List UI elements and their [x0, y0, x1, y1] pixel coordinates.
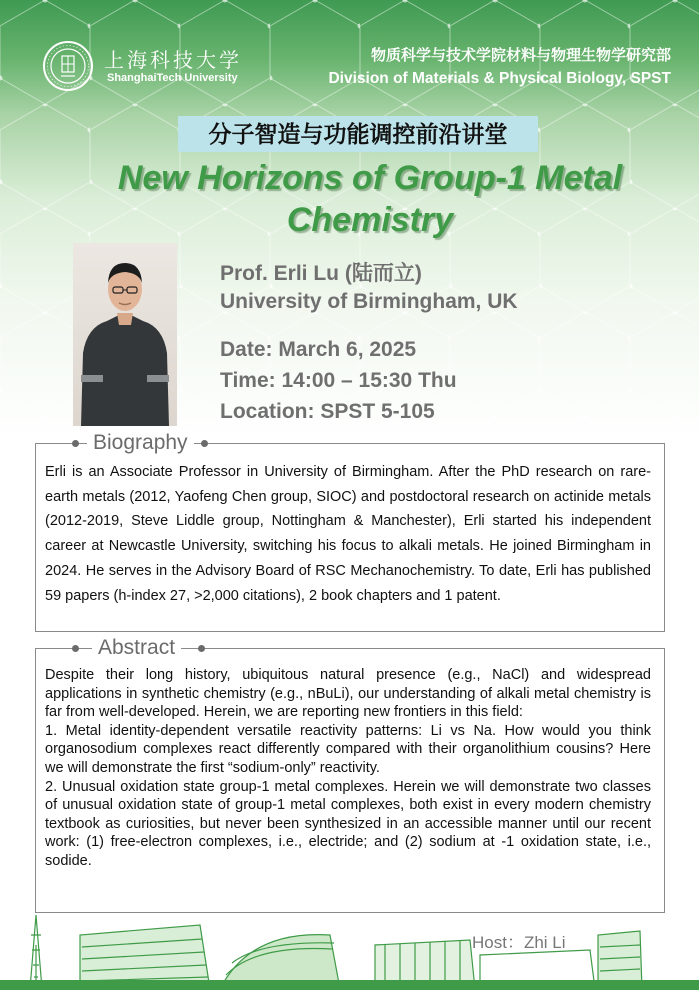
speaker-photo [73, 243, 177, 426]
abstract-heading-dot-right [198, 645, 205, 652]
abstract-paragraph: 2. Unusual oxidation state group-1 metal complexes. Herein we will demonstrate two classes of unusual oxidation state of group-1 metal complexes, both exist in every modern chemistry textbook as curiosities, but never been synthesized in an accessible manner until our recent work: (1) free-electron complexes, i.e., electride; and (2) sodium at -1 oxidation state, i.e., sodide. [45, 778, 651, 869]
speaker-portrait-illustration [73, 243, 177, 426]
division-name-en: Division of Materials & Physical Biology, SPST [328, 70, 671, 87]
university-seal-logo [42, 40, 94, 92]
abstract-paragraph: Despite their long history, ubiquitous natural presence (e.g., NaCl) and widespread applications in synthetic chemistry (e.g., nBuLi), our understanding of alkali metal chemistry is far from well-developed. Herein, we are reporting new frontiers in this field: [45, 667, 651, 721]
biography-heading-dot-right [201, 440, 208, 447]
lecture-series-title: 分子智造与功能调控前沿讲堂 [178, 116, 538, 152]
abstract-heading: Abstract [92, 635, 181, 661]
abstract-heading-dot-left [72, 645, 79, 652]
campus-skyline-illustration [0, 905, 699, 990]
abstract-text [45, 666, 651, 871]
university-name-en: ShanghaiTech University [107, 72, 238, 84]
event-location: Location: SPST 5-105 [220, 400, 435, 423]
abstract-paragraph: 1. Metal identity-dependent versatile reactivity patterns: Li vs Na. How would you think organosodium complexes react differently compared with their organolithium cousins? Here we will demonstrate the first “sodium-only” reactivity. [45, 722, 651, 776]
biography-heading: Biography [87, 430, 194, 456]
speaker-name: Prof. Erli Lu (陆而立) [220, 262, 422, 285]
event-date: Date: March 6, 2025 [220, 338, 417, 361]
talk-title: New Horizons of Group-1 Metal Chemistry [117, 159, 623, 239]
host-label: Host：Zhi Li [472, 933, 566, 952]
speaker-affiliation: University of Birmingham, UK [220, 290, 518, 313]
biography-heading-dot-left [72, 440, 79, 447]
division-name-cn: 物质科学与技术学院材料与物理生物学研究部 [370, 47, 671, 64]
university-name-cn: 上海科技大学 [104, 48, 242, 72]
event-time: Time: 14:00 – 15:30 Thu [220, 369, 457, 392]
biography-text: Erli is an Associate Professor in University of Birmingham. After the PhD research on rare-earth metals (2012, Yaofeng Chen group, SIOC) and postdoctoral research on actinide metals (2012-2019, Steve Liddle group, Nottingham & Manchester), Erli started his independent career at Newcastle University, switching his focus to alkali metals. He joined Birmingham in 2024. He serves in the Advisory Board of RSC Mechanochemistry. To date, Erli has published 59 papers (h-index 27, >2,000 citations), 2 book chapters and 1 patent. [45, 464, 651, 604]
